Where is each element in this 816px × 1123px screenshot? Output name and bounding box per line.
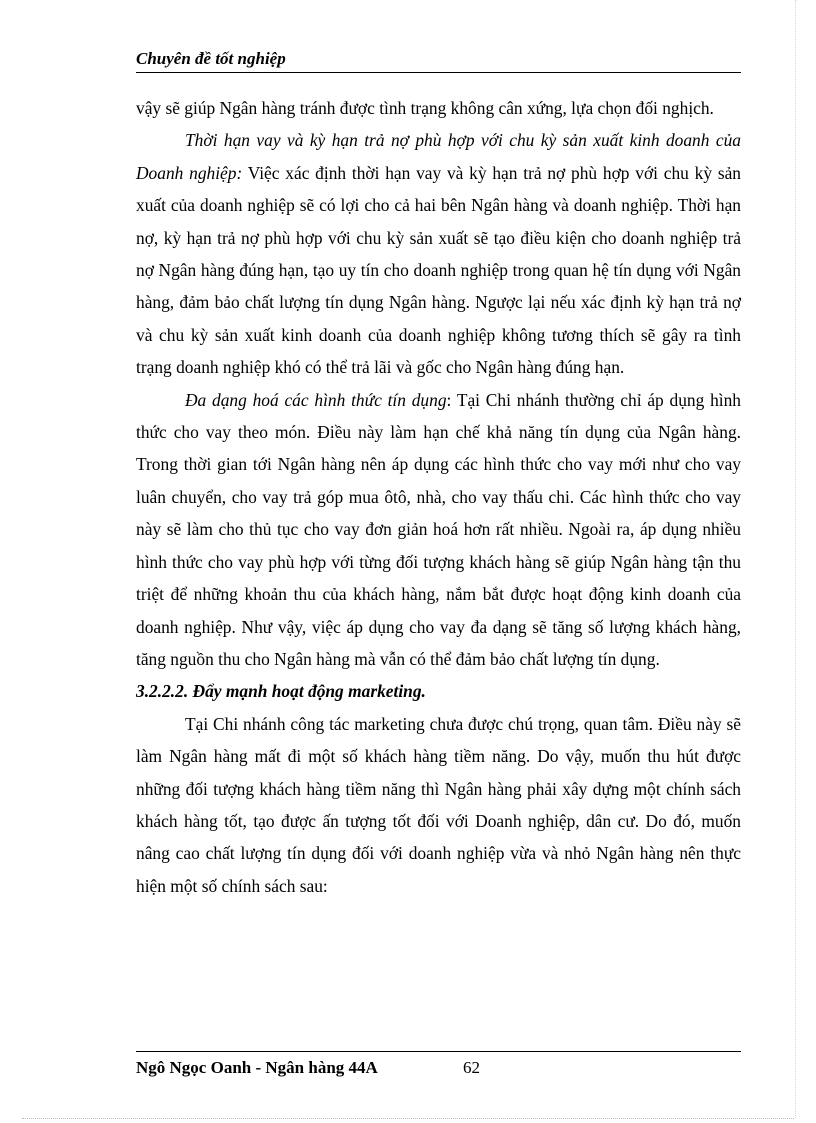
paragraph-loan-term-lead: Thời hạn vay và kỳ hạn trả nợ phù hợp với chu kỳ sản xuất kinh doanh của Doanh nghiệp:: [136, 130, 741, 183]
document-body: [136, 92, 741, 902]
page-number: 62: [463, 1058, 480, 1077]
section-heading: 3.2.2.2. Đẩy mạnh hoạt động marketing.: [136, 681, 426, 702]
page-margin-guide-bottom: [22, 1118, 794, 1119]
paragraph-diversify-credit-lead: Đa dạng hoá các hình thức tín dụng: [185, 389, 447, 410]
page-header: [136, 48, 741, 73]
paragraph-diversify-credit: [136, 384, 741, 676]
footer-author: Ngô Ngọc Oanh - Ngân hàng 44A: [136, 1058, 378, 1077]
page-margin-guide-right: [795, 0, 796, 1118]
header-title: Chuyên đề tốt nghiệp: [136, 49, 286, 68]
paragraph-continuation: vậy sẽ giúp Ngân hàng tránh được tình trạng không cân xứng, lựa chọn đối nghịch.: [136, 98, 714, 118]
paragraph-diversify-credit-text: : Tại Chi nhánh thường chỉ áp dụng hình thức cho vay theo món. Điều này làm hạn chế khả năng tín dụng của Ngân hàng. Trong thời gian tới Ngân hàng nên áp dụng các hình thức cho vay mới như cho vay luân chuyển, cho vay trả góp mua ôtô, nhà, cho vay thấu chi. Các hình thức cho vay này sẽ làm cho thủ tục cho vay đơn giản hoá hơn rất nhiều. Ngoài ra, áp dụng nhiều hình thức cho vay phù hợp với từng đối tượng khách hàng sẽ giúp Ngân hàng tận thu triệt để những khoản thu của khách hàng, nắm bắt được hoạt động kinh doanh của doanh nghiệp. Như vậy, việc áp dụng cho vay đa dạng sẽ tăng số lượng khách hàng, tăng nguồn thu cho Ngân hàng mà vẫn có thể đảm bảo chất lượng tín dụng.: [136, 389, 742, 669]
paragraph-marketing: Tại Chi nhánh công tác marketing chưa được chú trọng, quan tâm. Điều này sẽ làm Ngân hàng mất đi một số khách hàng tiềm năng. Do vậy, muốn thu hút được những đối tượng khách hàng tiềm năng thì Ngân hàng phải xây dựng một chính sách khách hàng tốt, tạo được ấn tượng tốt đối với Doanh nghiệp, dân cư. Do đó, muốn nâng cao chất lượng tín dụng đối với doanh nghiệp vừa và nhỏ Ngân hàng nên thực hiện một số chính sách sau:: [136, 713, 741, 896]
paragraph-loan-term: [136, 124, 741, 383]
page-footer: [136, 1051, 741, 1079]
paragraph-loan-term-text: Việc xác định thời hạn vay và kỳ hạn trả nợ phù hợp với chu kỳ sản xuất của doanh nghiệp sẽ có lợi cho cả hai bên Ngân hàng và doanh nghiệp. Thời hạn nợ, kỳ hạn trả nợ phù hợp với chu kỳ sản xuất sẽ tạo điều kiện cho doanh nghiệp trả nợ Ngân hàng đúng hạn, tạo uy tín cho doanh nghiệp trong quan hệ tín dụng với Ngân hàng, đảm bảo chất lượng tín dụng Ngân hàng. Ngược lại nếu xác định kỳ hạn trả nợ và chu kỳ sản xuất kinh doanh của doanh nghiệp không tương thích sẽ gây ra tình trạng doanh nghiệp khó có thể trả lãi và gốc cho Ngân hàng đúng hạn.: [136, 162, 741, 378]
